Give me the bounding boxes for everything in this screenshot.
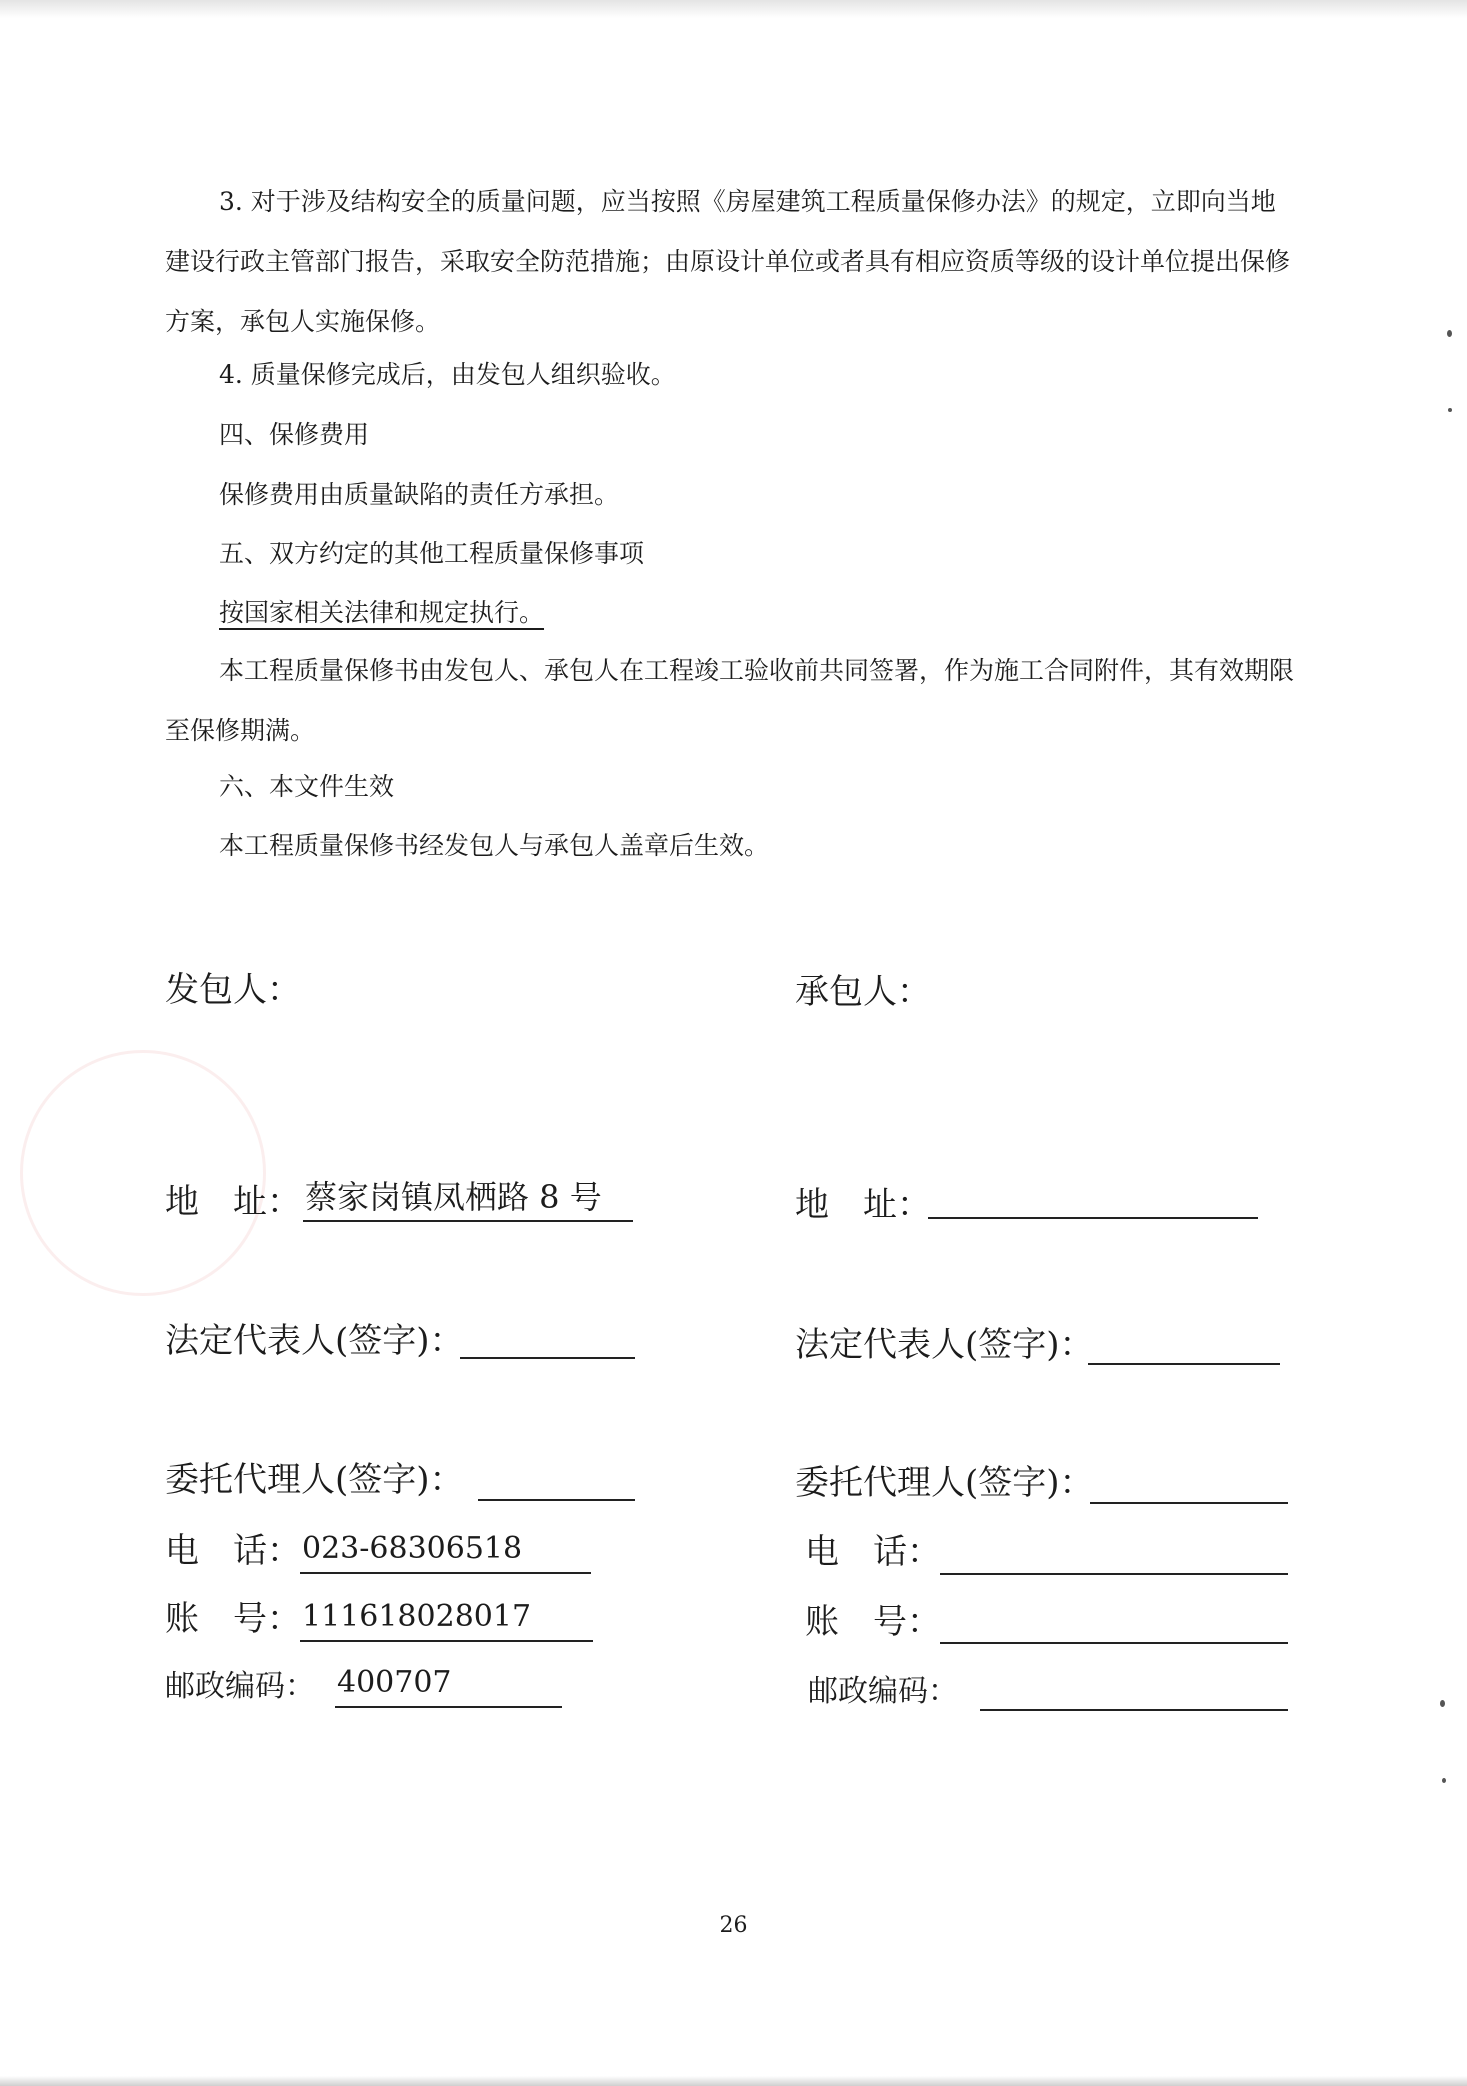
contractor-title: 承包人：	[795, 972, 931, 1012]
heading-warranty-fee: 四、保修费用	[219, 420, 370, 449]
heading-other-matters: 五、双方约定的其他工程质量保修事项	[219, 539, 645, 568]
paragraph-fee-responsibility: 保修费用由质量缺陷的责任方承担。	[219, 480, 620, 509]
contractor-account-line	[940, 1642, 1288, 1644]
contractor-phone-label: 电 话：	[805, 1532, 941, 1572]
contractor-address-line	[928, 1217, 1258, 1219]
employer-agent-signature-line	[478, 1499, 635, 1501]
employer-title: 发包人：	[165, 970, 301, 1010]
employer-account-value: 111618028017	[300, 1594, 593, 1642]
contractor-postcode-label: 邮政编码：	[808, 1674, 958, 1709]
scan-edge-bottom	[0, 2076, 1467, 2086]
scan-speck	[1440, 1700, 1445, 1707]
paragraph-other-matters	[165, 583, 1295, 643]
contractor-legal-rep-signature-line	[1088, 1363, 1280, 1365]
heading-effectiveness: 六、本文件生效	[219, 772, 395, 801]
employer-phone-value: 023-68306518	[300, 1526, 591, 1574]
employer-address-label: 地 址：	[165, 1182, 301, 1222]
employer-legal-rep-label: 法定代表人(签字)：	[165, 1321, 464, 1361]
employer-legal-rep-signature-line	[460, 1357, 635, 1359]
scan-speck	[1447, 330, 1452, 337]
contractor-phone-line	[940, 1573, 1288, 1575]
scan-speck	[1442, 1778, 1446, 1783]
contractor-agent-signature-line	[1090, 1502, 1288, 1504]
employer-account-label: 账 号：	[165, 1599, 301, 1639]
contractor-address-label: 地 址：	[795, 1185, 931, 1225]
employer-agent-label: 委托代理人(签字)：	[165, 1460, 464, 1500]
employer-phone-label: 电 话：	[165, 1531, 301, 1571]
paragraph-signing: 本工程质量保修书由发包人、承包人在工程竣工验收前共同签署，作为施工合同附件，其有效期限至保修期满。	[165, 656, 1295, 745]
underlined-clause: 按国家相关法律和规定执行。	[219, 598, 545, 627]
scan-speck	[1448, 408, 1452, 412]
scan-edge-top	[0, 0, 1467, 18]
faint-stamp-mark	[20, 1050, 266, 1296]
contractor-postcode-line	[980, 1709, 1288, 1711]
employer-postcode-label: 邮政编码：	[165, 1669, 315, 1704]
paragraph-effectiveness: 本工程质量保修书经发包人与承包人盖章后生效。	[219, 831, 770, 860]
paragraph-structural-safety: 3. 对于涉及结构安全的质量问题，应当按照《房屋建筑工程质量保修办法》的规定，立即向当地建设行政主管部门报告，采取安全防范措施；由原设计单位或者具有相应资质等级的设计单位提出保修方案，承包人实施保修。	[165, 187, 1291, 336]
employer-postcode-value: 400707	[335, 1660, 562, 1708]
employer-address-value: 蔡家岗镇凤栖路 8 号	[303, 1174, 633, 1222]
page-number: 26	[719, 1913, 748, 1938]
paragraph-acceptance: 4. 质量保修完成后，由发包人组织验收。	[219, 360, 676, 389]
contractor-legal-rep-label: 法定代表人(签字)：	[795, 1325, 1094, 1365]
contractor-account-label: 账 号：	[805, 1602, 941, 1642]
contractor-agent-label: 委托代理人(签字)：	[795, 1463, 1094, 1503]
